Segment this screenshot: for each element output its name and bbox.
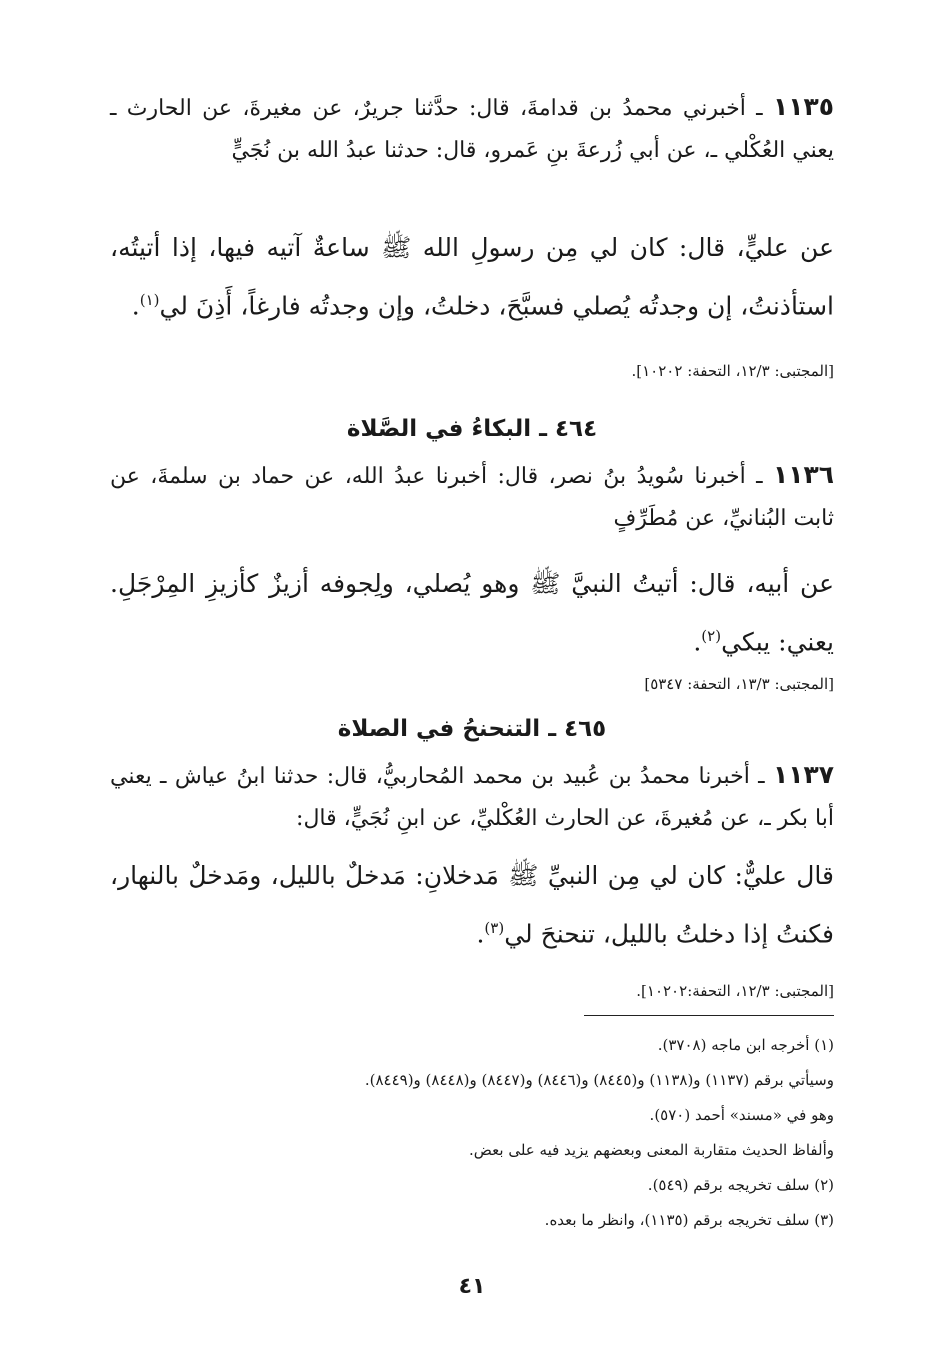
footnote-marker: (٢)	[701, 627, 722, 645]
matn-text: عن عليٍّ، قال: كان لي مِن رسولِ الله ﷺ ساعةٌ آتيه فيها، إذا أتيتُه، استأذنتُ، إن وجدتُه يُصلي فسبَّحَ، دخلتُ، وإن وجدتُه فارغاً، أَذِنَ لي	[110, 233, 834, 321]
hadith-1136-matn	[110, 558, 834, 668]
isnad-text: ـ أخبرنا محمدُ بن عُبيد بن محمد المُحاربيُّ، قال: حدثنا ابنُ عياش ـ يعني أبا بكر ـ، عن مُغيرةَ، عن الحارث العُكْليِّ، عن ابنِ نُجَيٍّ، قال:	[110, 764, 834, 831]
period: .	[693, 627, 702, 657]
matn-text: قال عليٌّ: كان لي مِن النبيِّ ﷺ مَدخلانِ: مَدخلٌ بالليل، ومَدخلٌ بالنهار، فكنتُ إذا دخلتُ بالليل، تنحنحَ لي	[110, 861, 834, 949]
footnote-line: وهو في «مسند» أحمد (٥٧٠).	[649, 1106, 834, 1124]
chapter-heading-464: ٤٦٤ ـ البكاءُ في الصَّلاة	[346, 416, 598, 442]
isnad-text: ـ أخبرنا سُويدُ بنُ نصر، قال: أخبرنا عبدُ الله، عن حماد بن سلمةَ، عن ثابت البُنانيِّ، عن مُطَرِّفٍ	[110, 464, 834, 531]
hadith-1136-reference: [المجتبى: ١٣/٣، التحفة: ٥٣٤٧]	[644, 675, 834, 693]
hadith-1136-isnad	[110, 454, 834, 540]
matn-text: عن أبيه، قال: أتيتُ النبيَّ ﷺ وهو يُصلي، ولِجوفه أزيزٌ كأزيزِ المِرْجَلِ. يعني: يبكي	[110, 569, 834, 657]
footnote-separator	[584, 1015, 834, 1016]
footnote-line: (٢) سلف تخريجه برقم (٥٤٩).	[647, 1176, 834, 1194]
footnote-marker: (١)	[139, 291, 160, 309]
chapter-heading-465: ٤٦٥ ـ التنحنحُ في الصلاة	[337, 716, 607, 742]
hadith-1135-isnad	[110, 86, 834, 172]
footnote-line: وألفاظ الحديث متقاربة المعنى وبعضهم يزيد فيه على بعض.	[469, 1141, 834, 1159]
hadith-1135-matn	[110, 222, 834, 332]
hadith-1137-matn	[110, 850, 834, 960]
isnad-text: ـ أخبرني محمدُ بن قدامةَ، قال: حدَّثنا جريرٌ، عن مغيرةَ، عن الحارث ـ يعني العُكْلي ـ، عن أبي زُرعةَ بنِ عَمرو، قال: حدثنا عبدُ الله بن نُجَيٍّ	[110, 96, 834, 163]
hadith-1137-isnad	[110, 754, 834, 840]
footnote-line: (١) أخرجه ابن ماجه (٣٧٠٨).	[657, 1036, 834, 1054]
footnote-line: (٣) سلف تخريجه برقم (١١٣٥)، وانظر ما بعده.	[544, 1211, 834, 1229]
hadith-1135-reference: [المجتبى: ١٢/٣، التحفة: ١٠٢٠٢].	[631, 362, 834, 380]
hadith-1137-reference: [المجتبى: ١٢/٣، التحفة:١٠٢٠٢].	[636, 982, 834, 1000]
footnotes	[110, 1028, 834, 1238]
period: .	[476, 919, 485, 949]
hadith-number: ١١٣٦	[772, 460, 834, 489]
hadith-number: ١١٣٥	[772, 92, 834, 121]
footnote-line: وسيأتي برقم (١١٣٧) و(١١٣٨) و(٨٤٤٥) و(٨٤٤٦) و(٨٤٤٧) و(٨٤٤٨) و(٨٤٤٩).	[364, 1071, 834, 1089]
hadith-number: ١١٣٧	[772, 760, 834, 789]
page-number: ٤١	[458, 1274, 486, 1299]
period: .	[131, 291, 140, 321]
footnote-marker: (٣)	[484, 919, 505, 937]
